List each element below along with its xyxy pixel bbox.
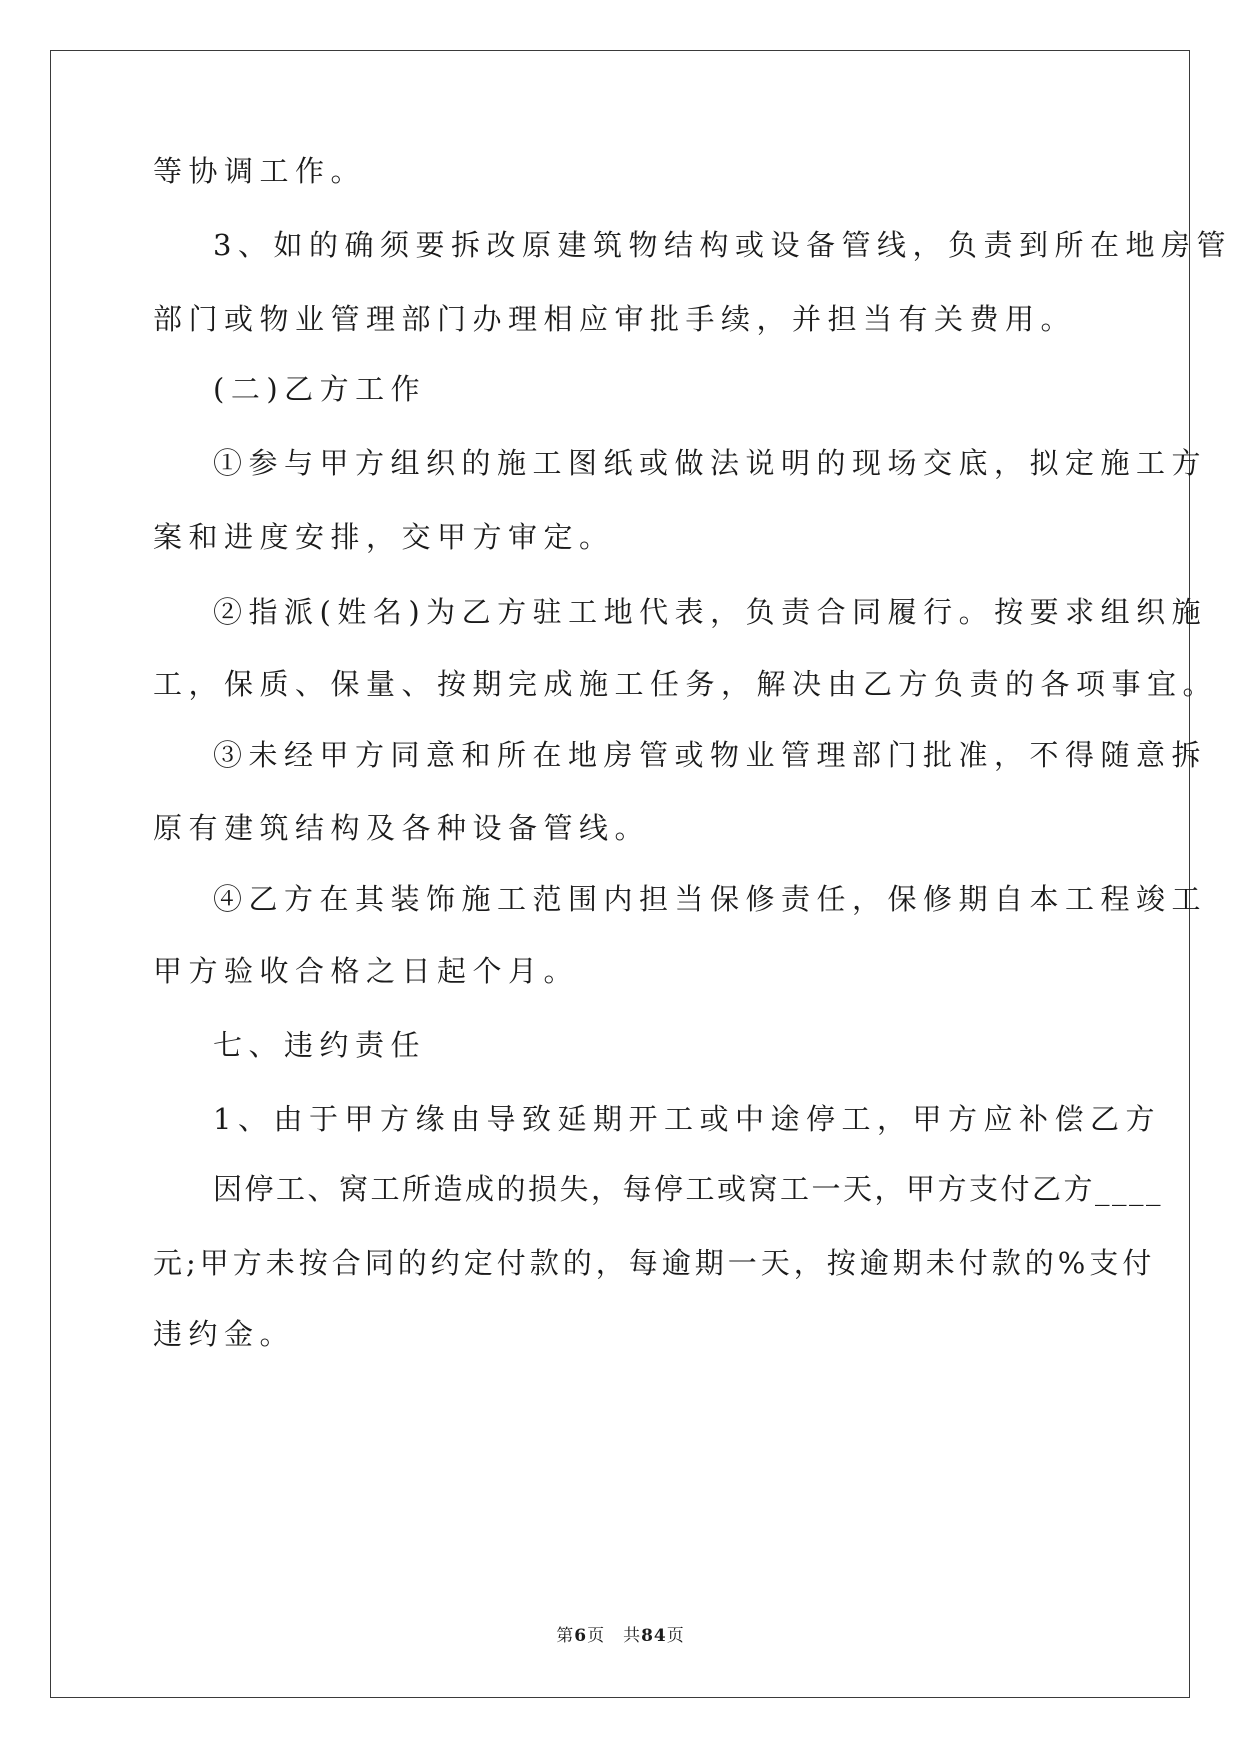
footer-total-suffix: 页	[666, 1626, 685, 1646]
text-line: 3、如的确须要拆改原建筑物结构或设备管线，负责到所在地房管	[213, 228, 1232, 262]
text-line: 因停工、窝工所造成的损失，每停工或窝工一天，甲方支付乙方____	[213, 1172, 1164, 1206]
text-line: 违约金。	[153, 1317, 296, 1351]
text-line: 元;甲方未按合同的约定付款的，每逾期一天，按逾期未付款的%支付	[153, 1246, 1156, 1280]
text-line: 案和进度安排，交甲方审定。	[153, 520, 615, 554]
text-line: ①参与甲方组织的施工图纸或做法说明的现场交底，拟定施工方	[213, 446, 1208, 480]
text-line: 甲方验收合格之日起个月。	[153, 954, 580, 988]
page-footer	[0, 1625, 1241, 1647]
total-pages: 84	[641, 1626, 667, 1646]
text-line: 等协调工作。	[153, 154, 367, 188]
text-line: ④乙方在其装饰施工范围内担当保修责任，保修期自本工程竣工	[213, 882, 1208, 916]
text-line: ②指派(姓名)为乙方驻工地代表，负责合同履行。按要求组织施	[213, 595, 1208, 629]
text-line: 部门或物业管理部门办理相应审批手续，并担当有关费用。	[153, 302, 1077, 336]
page-number: 6	[574, 1626, 588, 1646]
footer-prefix: 第	[556, 1626, 575, 1646]
section-heading: (二)乙方工作	[213, 372, 427, 406]
page-border	[50, 50, 1190, 1698]
text-line: 工，保质、保量、按期完成施工任务，解决由乙方负责的各项事宜。	[153, 667, 1219, 701]
footer-total-prefix: 共	[623, 1626, 642, 1646]
section-heading: 七、违约责任	[213, 1028, 427, 1062]
text-line: 原有建筑结构及各种设备管线。	[153, 811, 651, 845]
text-line: 1、由于甲方缘由导致延期开工或中途停工，甲方应补偿乙方	[213, 1102, 1161, 1136]
text-line: ③未经甲方同意和所在地房管或物业管理部门批准，不得随意拆	[213, 738, 1208, 772]
footer-page-suffix: 页	[587, 1626, 606, 1646]
